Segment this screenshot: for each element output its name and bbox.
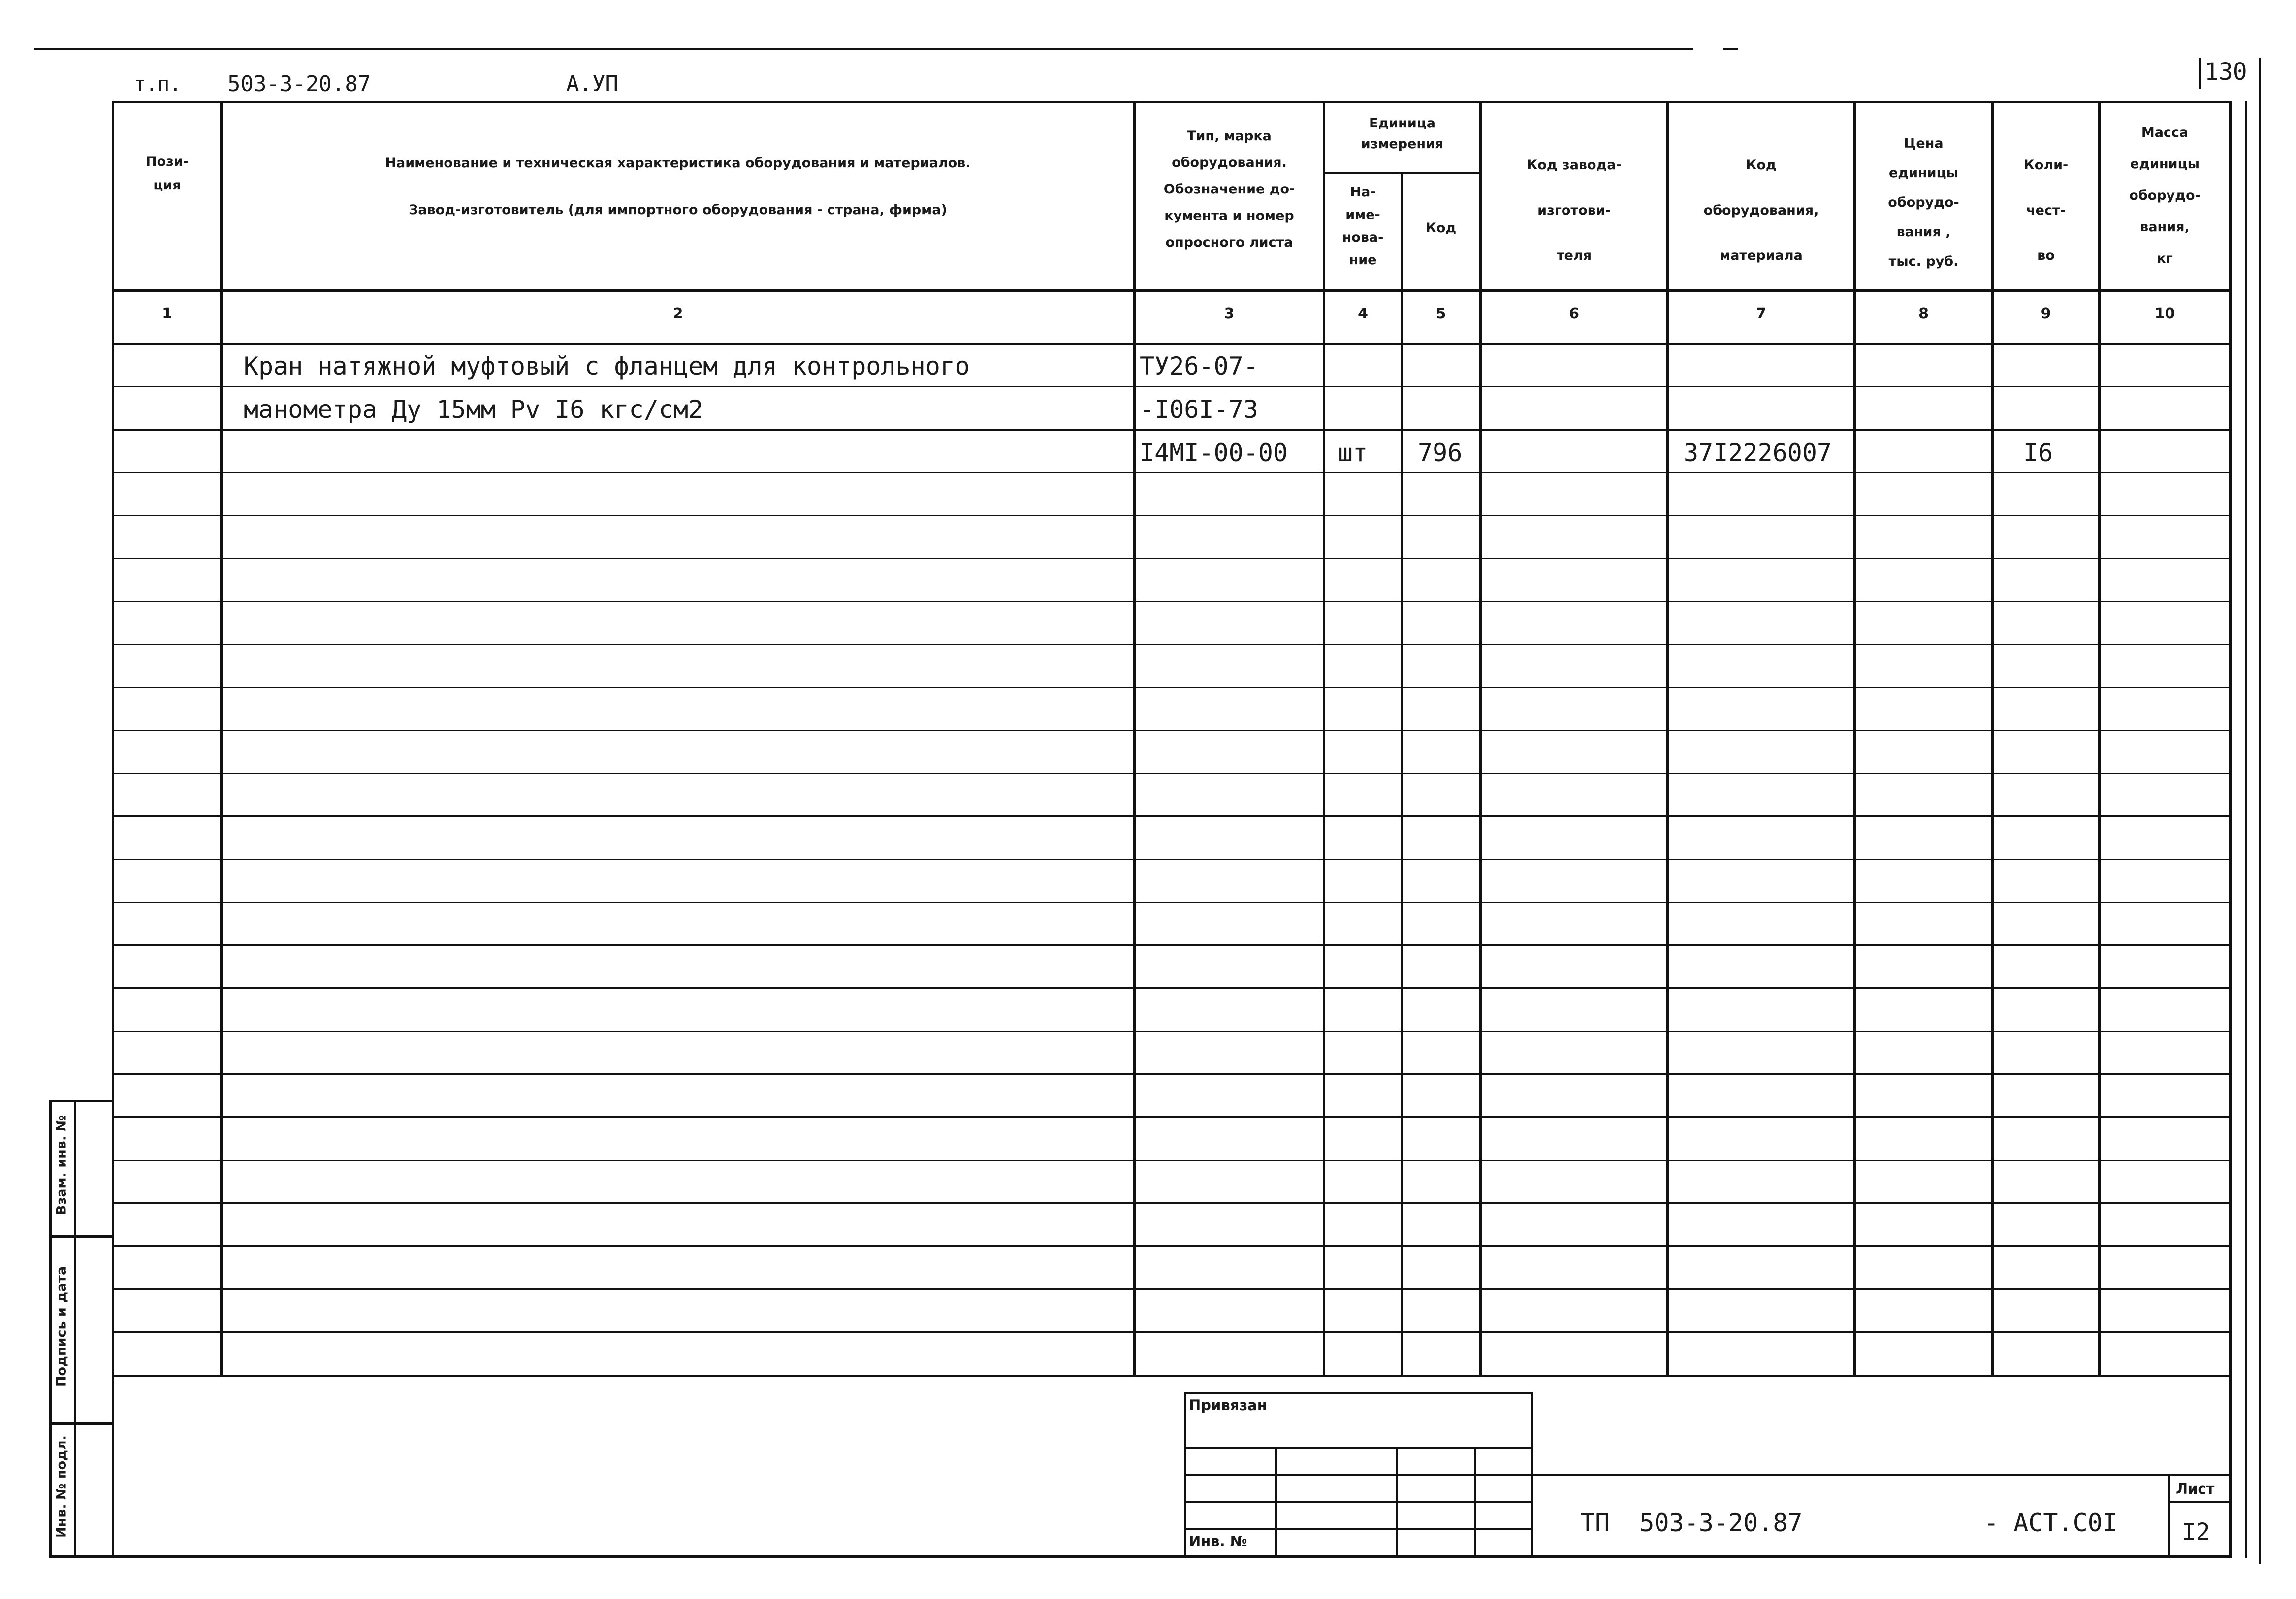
row-1-name: Кран натяжной муфтовый с фланцем для контрольного xyxy=(244,352,970,380)
table-row-line xyxy=(112,859,2231,860)
col-number: 4 xyxy=(1358,305,1368,322)
row-3-quantity: I6 xyxy=(2023,439,2053,467)
table-row-line xyxy=(112,687,2231,688)
row-2-name: манометра Ду 15мм Pv I6 кгс/см2 xyxy=(244,395,703,424)
table-row-line xyxy=(112,987,2231,989)
stamp-sheet-label: Лист xyxy=(2176,1480,2215,1497)
table-row-line xyxy=(112,644,2231,645)
project-code: 503-3-20.87 xyxy=(227,71,371,96)
col-number: 6 xyxy=(1569,305,1579,322)
col-number: 2 xyxy=(672,305,683,322)
col-number: 8 xyxy=(1918,305,1929,322)
table-row-line xyxy=(112,1073,2231,1075)
page-number: 130 xyxy=(2204,58,2247,86)
col-header-equipment-code: Код оборудования, материала xyxy=(1703,157,1819,263)
col-number: 1 xyxy=(162,305,172,322)
col-header-position: Пози- ция xyxy=(146,154,189,193)
table-row-line xyxy=(112,558,2231,559)
right-edge-line xyxy=(2259,58,2261,1564)
col-header-mass: Масса единицы оборудо- вания, кг xyxy=(2129,125,2200,266)
stamp-sheet-number: I2 xyxy=(2182,1518,2210,1546)
table-row-line xyxy=(112,902,2231,903)
album-code: А.УП xyxy=(566,71,618,96)
top-rule-tail xyxy=(1723,48,1738,50)
side-label-vzam: Взам. инв. № xyxy=(54,1115,69,1216)
col-number: 5 xyxy=(1435,305,1446,322)
table-row-line xyxy=(112,1245,2231,1247)
row-1-doc: ТУ26-07- xyxy=(1140,352,1258,380)
col-header-unit-group: Единица измерения xyxy=(1361,116,1444,152)
row-3-unit: шт xyxy=(1338,439,1368,467)
table-row-line xyxy=(112,429,2231,431)
table-row-line xyxy=(112,1031,2231,1032)
row-3-equipment-code: 37I2226007 xyxy=(1684,439,1832,467)
table-row-line xyxy=(112,1116,2231,1118)
page-number-bracket xyxy=(2199,58,2201,89)
table-row-line xyxy=(112,386,2231,387)
table-row-line xyxy=(112,601,2231,602)
col-header-unit-name: На- име- нова- ние xyxy=(1342,185,1384,268)
col-header-price: Цена единицы оборудо- вания , тыс. руб. xyxy=(1888,136,1959,269)
table-row-line xyxy=(112,515,2231,516)
row-3-unit-code: 796 xyxy=(1418,439,1463,467)
col-header-factory-code: Код завода- изготови- теля xyxy=(1527,157,1622,263)
stamp-inv-no: Инв. № xyxy=(1189,1533,1247,1550)
col-header-type: Тип, марка оборудования. Обозначение до- кумента и номер опросного листа xyxy=(1163,128,1295,250)
col-header-name-line2: Завод-изготовитель (для импортного оборудования - страна, фирма) xyxy=(409,202,947,218)
table-row-line xyxy=(112,1288,2231,1290)
stamp-privyazan: Привязан xyxy=(1189,1397,1267,1413)
row-2-doc: -I06I-73 xyxy=(1140,395,1258,424)
top-rule xyxy=(34,48,1693,50)
col-number: 7 xyxy=(1756,305,1766,322)
stamp-doc-suffix: - АСТ.С0I xyxy=(1984,1508,2117,1537)
side-label-podpis: Подпись и дата xyxy=(54,1266,69,1387)
col-number: 10 xyxy=(2154,305,2175,322)
col-header-quantity: Коли- чест- во xyxy=(2023,157,2069,263)
stamp-doc-code: ТП 503-3-20.87 xyxy=(1580,1508,1803,1537)
side-label-inv: Инв. № подл. xyxy=(54,1435,69,1538)
table-row-line xyxy=(112,730,2231,731)
col-header-unit-code: Код xyxy=(1425,220,1457,236)
table-row-line xyxy=(112,1160,2231,1161)
row-3-doc: I4МI-00-00 xyxy=(1140,439,1288,467)
table-row-line xyxy=(112,472,2231,473)
tp-label: т.п. xyxy=(134,73,182,95)
table-row-line xyxy=(112,815,2231,817)
col-number: 9 xyxy=(2041,305,2051,322)
table-row-line xyxy=(112,1202,2231,1204)
table-row-line xyxy=(112,1331,2231,1333)
table-row-line xyxy=(112,944,2231,946)
col-header-name-line1: Наименование и техническая характеристика оборудования и материалов. xyxy=(385,156,971,171)
table-row-line xyxy=(112,773,2231,774)
col-number: 3 xyxy=(1224,305,1235,322)
